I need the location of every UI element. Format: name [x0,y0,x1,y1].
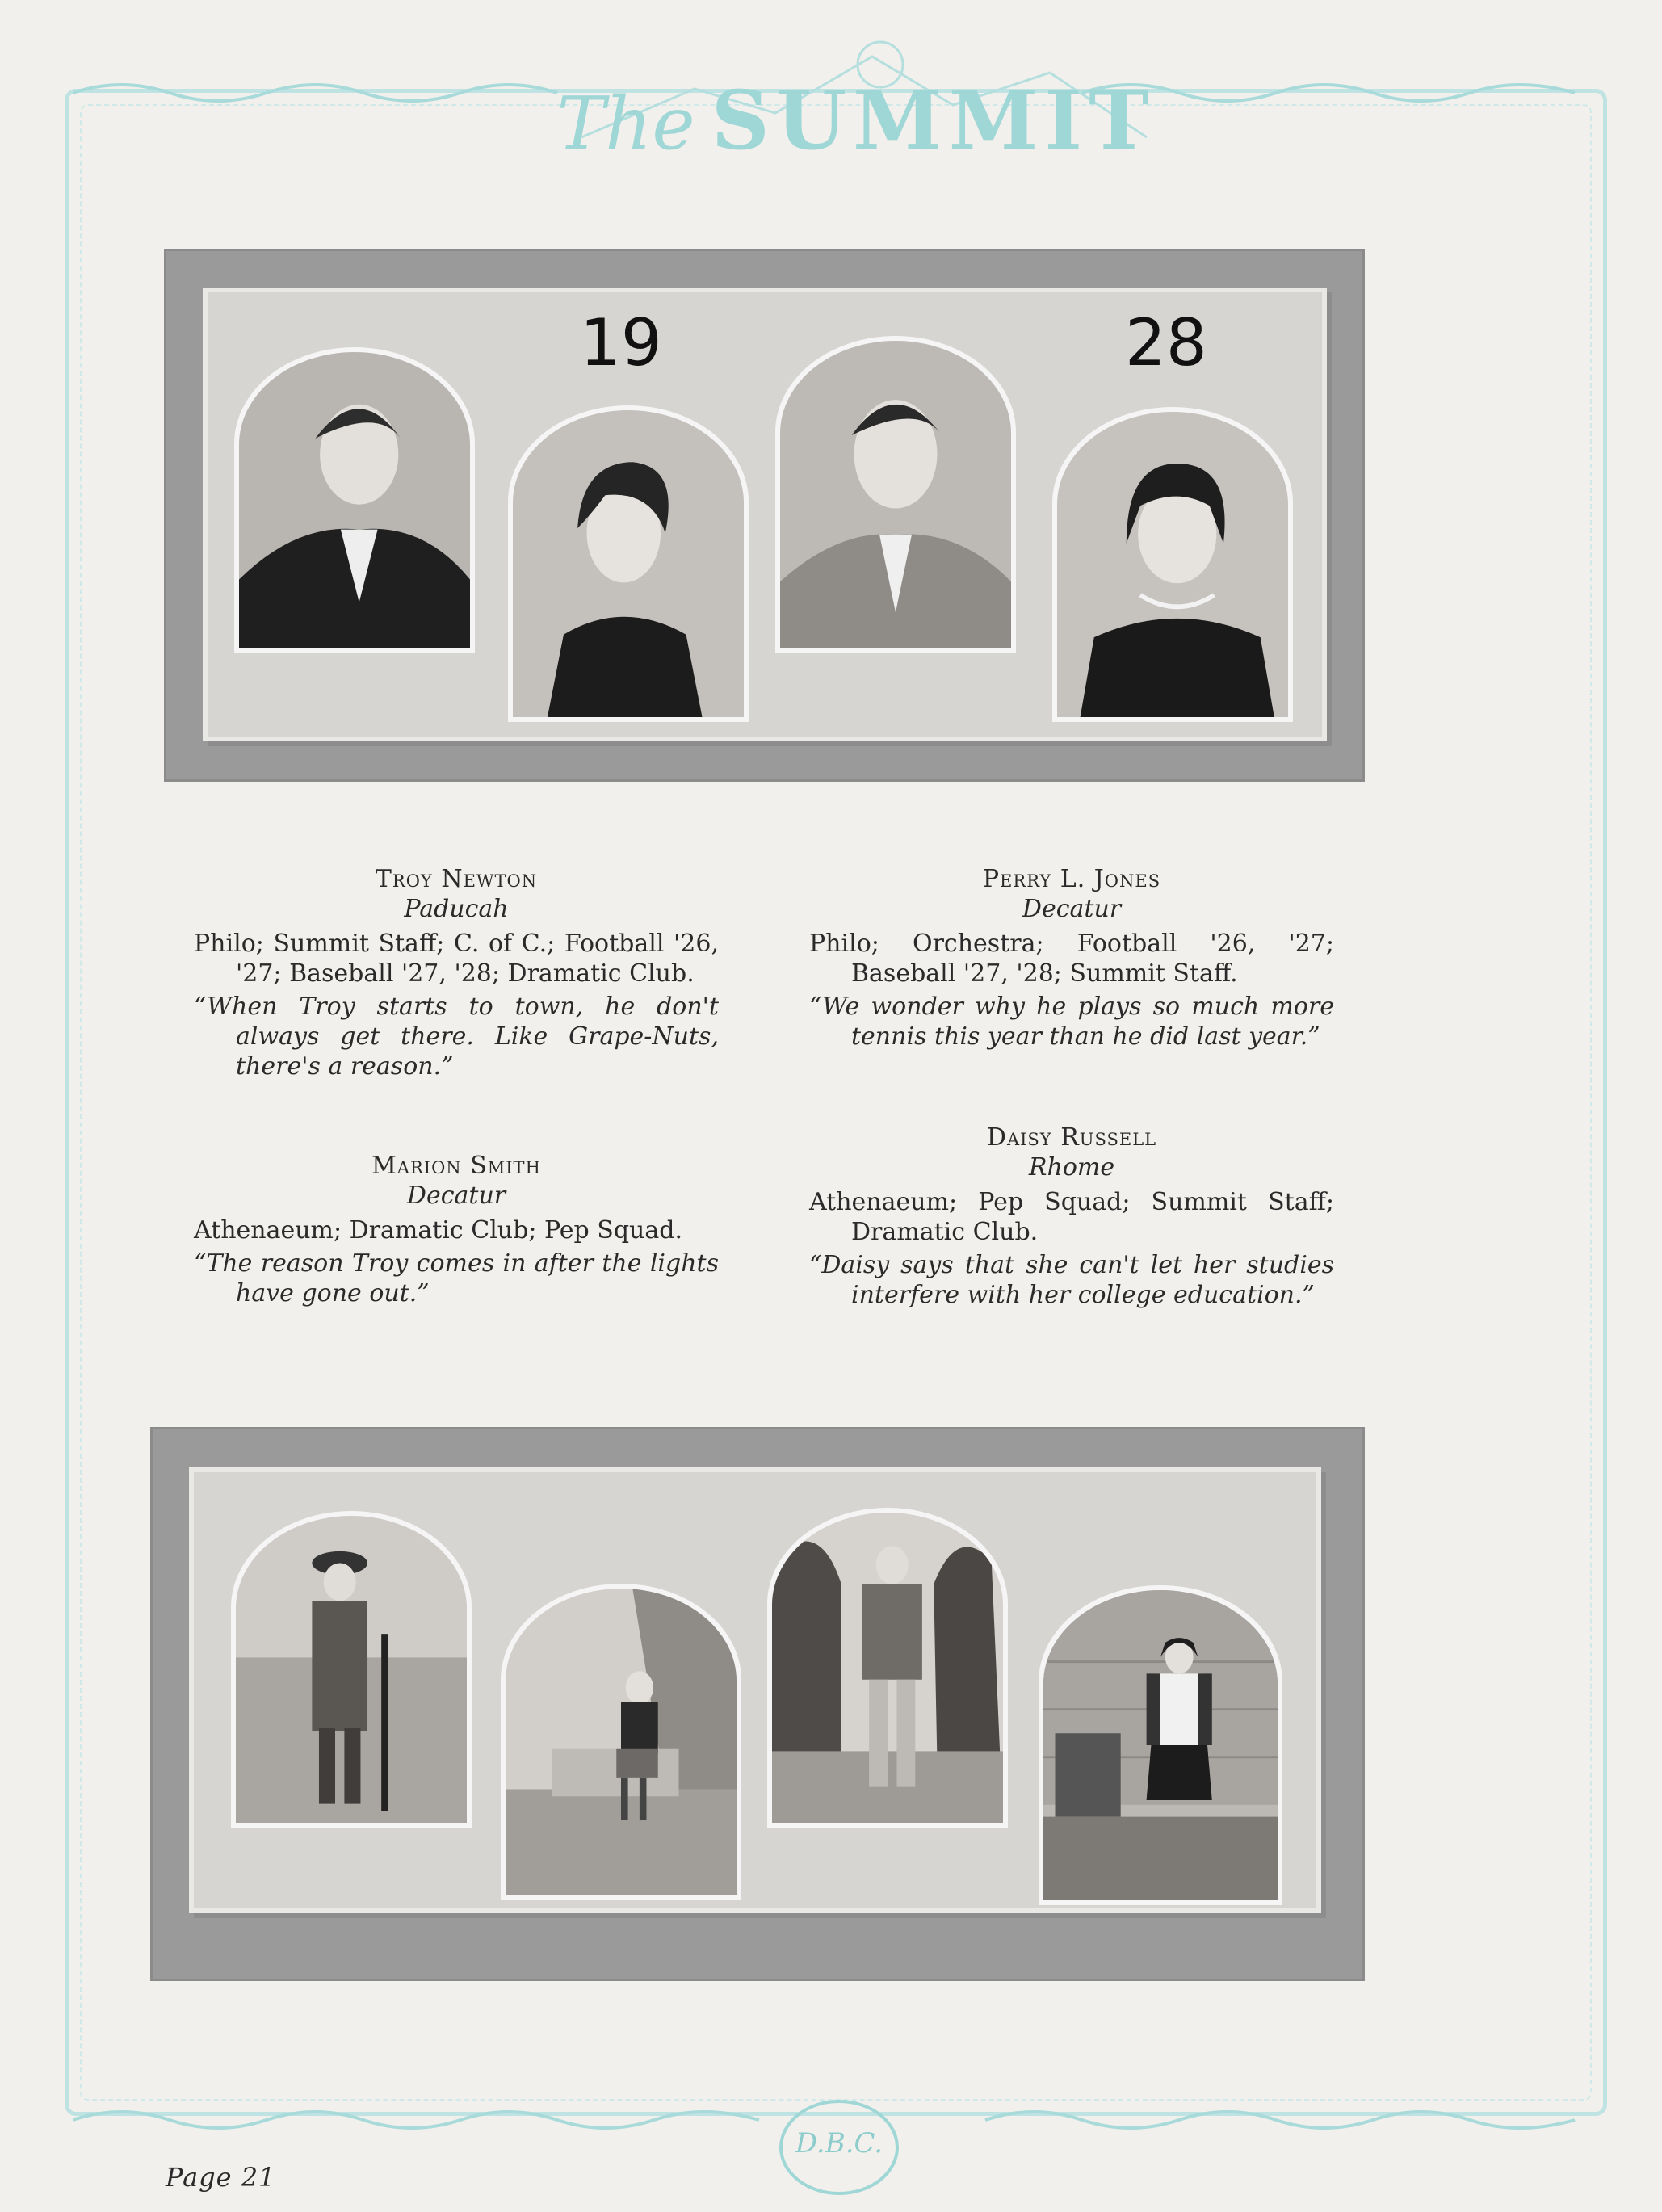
snapshot-woman-seated [501,1584,741,1900]
entry-name: Perry L. Jones [982,865,1161,893]
entry-perry-l-jones [809,864,1334,1051]
portrait-perry-l-jones [775,336,1016,653]
entry-troy-newton [194,864,719,1081]
masthead-title: SUMMIT [711,73,1156,168]
page-number: Page 21 [166,2162,276,2193]
entry-hometown: Decatur [406,1182,506,1210]
entry-activities: Philo; Summit Staff; C. of C.; Football '26, '27; Baseball '27, '28; Dramatic Club. [194,930,719,988]
entry-hometown: Decatur [1022,895,1122,923]
entry-activities: Philo; Orchestra; Football '26, '27; Baseball '27, '28; Summit Staff. [809,930,1334,988]
year-right: 28 [1125,305,1207,380]
entry-quote: “The reason Troy comes in after the lights have gone out.” [194,1249,719,1307]
entry-marion-smith [194,1151,719,1308]
entry-name: Daisy Russell [986,1123,1157,1152]
entry-quote: “Daisy says that she can't let her studies interfere with her college education.” [809,1251,1334,1309]
entry-name: Marion Smith [371,1152,541,1180]
masthead [533,40,1179,168]
portrait-panel [164,249,1365,782]
snapshot-man-with-hat [231,1511,472,1828]
snapshot-woman-by-wall [1039,1585,1282,1905]
entry-activities: Athenaeum; Pep Squad; Summit Staff; Dramatic Club. [809,1188,1334,1246]
portrait-troy-newton [234,347,475,653]
dbc-emblem: D.B.C. [779,2100,899,2195]
portrait-daisy-russell [1052,407,1293,722]
entry-daisy-russell [809,1123,1334,1310]
snapshot-panel [150,1427,1365,1981]
portrait-marion-smith [508,405,749,722]
masthead-the: The [556,82,695,166]
entry-hometown: Paducah [404,895,509,923]
year-left: 19 [580,305,662,380]
entry-activities: Athenaeum; Dramatic Club; Pep Squad. [194,1216,682,1245]
entry-quote: “We wonder why he plays so much more tennis this year than he did last year.” [809,993,1334,1051]
snapshot-man-standing [767,1508,1008,1828]
entry-name: Troy Newton [375,865,538,893]
entry-quote: “When Troy starts to town, he don't always get there. Like Grape-Nuts, there's a reason.” [194,993,719,1081]
entry-hometown: Rhome [1028,1153,1115,1182]
